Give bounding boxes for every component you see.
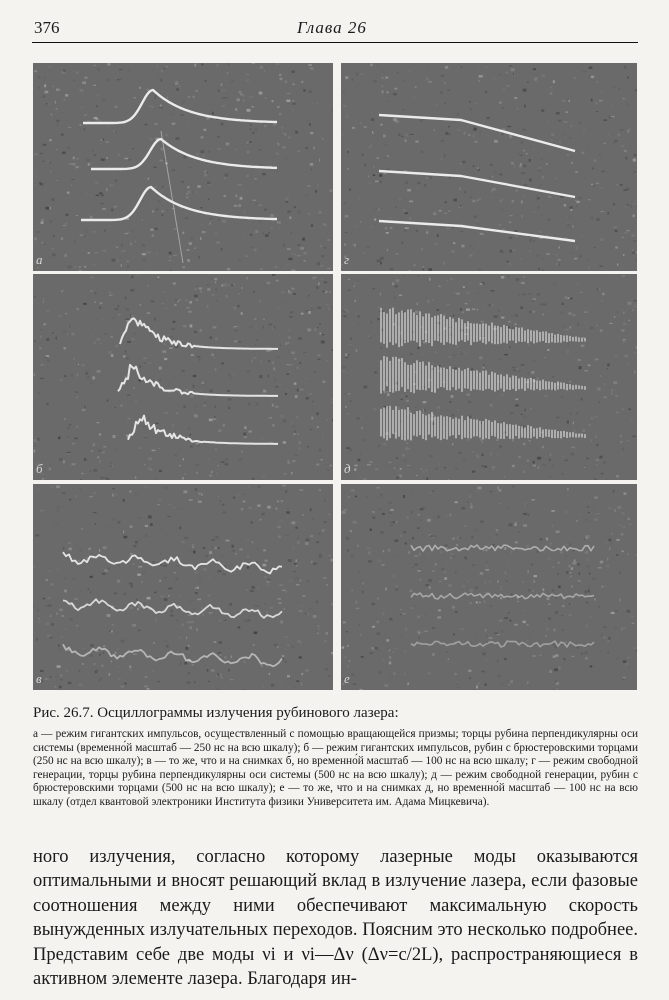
trace-line (83, 90, 277, 123)
trace-line (379, 221, 575, 241)
trace-line (120, 318, 278, 349)
oscillogram-image (341, 63, 637, 271)
panel-label: а (36, 252, 43, 267)
chapter-title: Глава 26 (297, 18, 367, 37)
body-paragraph: ного излучения, согласно которому лазерные моды оказываются оптимальными и вносят решающий вклад в излучение лазера, если фазовые соотношения между ними обеспечивают максимальную скорость вынужденных излучательных переходов. Поясним это несколько подробнее. Представим себе две моды νi и νi—Δν (Δν=c/2L), распространяющиеся в активном элементе лазера. Благодаря ин- (33, 847, 638, 990)
trace-line (63, 644, 282, 666)
panel-label: е (344, 671, 350, 686)
trace-line (411, 593, 594, 599)
oscillogram-e (341, 484, 637, 690)
trace-line (411, 545, 594, 551)
oscillogram-image (33, 274, 333, 480)
panel-label: б (36, 461, 43, 476)
oscillogram-a (33, 63, 333, 271)
spike-band (381, 308, 585, 348)
oscillogram-g (341, 63, 637, 271)
trace-line (128, 416, 278, 444)
page-header (32, 18, 637, 42)
oscillogram-image (341, 274, 637, 480)
trace-line (63, 552, 282, 573)
oscillogram-b (33, 274, 333, 480)
panel-label: г (344, 252, 350, 267)
oscillogram-image (33, 484, 333, 690)
page-number: 376 (34, 18, 60, 37)
trace-line (379, 171, 575, 197)
film-grain (342, 485, 637, 690)
panel-label: в (36, 671, 42, 686)
oscillogram-d (341, 274, 637, 480)
figure-caption-title: Рис. 26.7. Осциллограммы излучения рубинового лазера: (33, 705, 399, 721)
trace-line (379, 115, 575, 151)
oscillogram-image (341, 484, 637, 690)
panel-label: д (344, 461, 351, 476)
film-grain (33, 63, 333, 271)
oscillogram-image (33, 63, 333, 271)
trace-line (118, 365, 278, 396)
figure-caption-text: а — режим гигантских импульсов, осуществленный с помощью вращающейся призмы; торцы рубина перпендикулярны оси системы (временно́й масштаб — 250 нс на всю шкалу); б — режим гигантских импульсов, рубин с брюстеровскими торцами (250 нс на всю шкалу); в — то же, что и на снимках б, но временно́й масштаб — 100 нс на всю шкалу; г — режим свободной генерации, торцы рубина перпендикулярны оси системы (500 нс на всю шкалу); д — режим свободной генерации, рубин с брюстеровскими торцами (500 нс на всю шкалу); е — то же, что и на снимках д, но временно́й масштаб — 100 нс на всю шкалу (отдел квантовой электроники Института физики Университета им. Адама Мицкевича). (33, 728, 638, 808)
header-rule (32, 42, 638, 43)
oscillogram-v (33, 484, 333, 690)
film-grain (33, 485, 333, 691)
film-grain (33, 274, 333, 480)
film-grain (342, 64, 638, 272)
spike-band (381, 406, 585, 441)
trace-line (81, 187, 277, 220)
spike-band (381, 356, 585, 394)
